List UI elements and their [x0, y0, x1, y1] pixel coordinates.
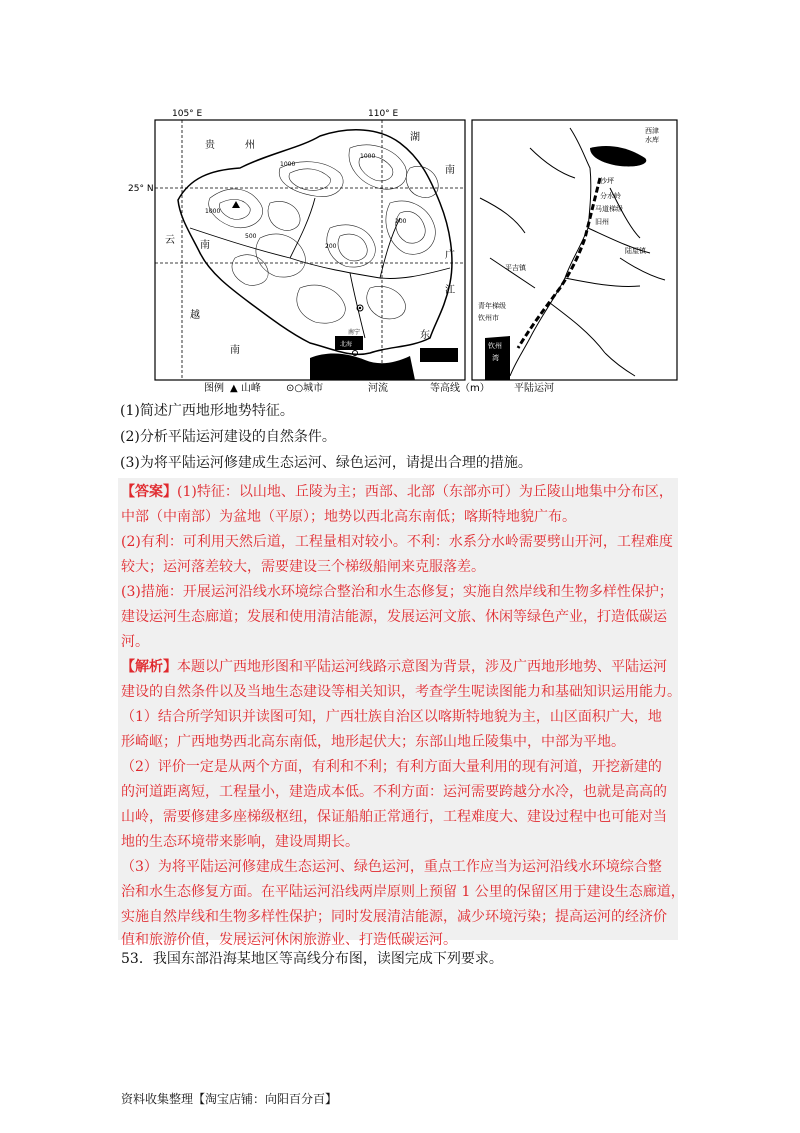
svg-text:西津: 西津: [645, 127, 659, 135]
lon-105-label: 105° E: [172, 109, 203, 119]
map-legend: [204, 376, 624, 396]
analysis-line-10: 治和水生态修复方面。在平陆运河沿线两岸原则上预留 1 公里的保留区用于建设生态廊道，: [121, 884, 685, 900]
analysis-line-4: 形崎岖；广西地势西北高东南低，地形起伏大；东部山地丘陵集中，中部为平地。: [121, 734, 625, 750]
analysis-line-9: （3）为将平陆运河修建成生态运河、绿色运河，重点工作应当为运河沿线水环境综合整: [121, 859, 662, 875]
svg-text:1000: 1000: [280, 161, 296, 168]
region-dong: 东: [420, 330, 430, 341]
analysis-line-8: 地的生态环境带来影响，建设周期长。: [121, 834, 359, 850]
analysis-line-2: 建设的自然条件以及当地生态建设等相关知识，考查学生呢读图能力和基础知识运用能力。: [121, 684, 681, 700]
svg-text:平吉镇: 平吉镇: [505, 264, 526, 272]
analysis-line-3: （1）结合所学知识并读图可知，广西壮族自治区以喀斯特地貌为主，山区面积广大，地: [121, 709, 662, 725]
answer-tag: 【答案】: [121, 484, 177, 500]
analysis-tag: 【解析】: [121, 659, 177, 675]
svg-text:500: 500: [245, 233, 257, 240]
answer-line-6: 建设运河生态廊道；发展和使用清洁能源，发展运河文旅、休闲等绿色产业，打造低碳运: [121, 609, 667, 625]
question-2: (2)分析平陆运河建设的自然条件。: [120, 429, 336, 445]
answer-line-1: 【答案】(1)特征：以山地、丘陵为主；西部、北部（东部亦可）为丘陵山地集中分布区，: [121, 484, 673, 500]
svg-text:马道梯级: 马道梯级: [595, 205, 623, 213]
svg-text:湾: 湾: [492, 354, 499, 362]
question-3: (3)为将平陆运河修建成生态运河、绿色运河，请提出合理的措施。: [120, 455, 532, 471]
question-1: (1)简述广西地形地势特征。: [120, 403, 294, 419]
analysis-line-1: 【解析】本题以广西地形图和平陆运河线路示意图为背景，涉及广西地形地势、平陆运河: [121, 659, 667, 675]
map-svg: [128, 108, 680, 398]
lat-25-label: 25° N: [128, 184, 154, 194]
legend-canal: 平陆运河: [514, 383, 554, 394]
legend-river: 河流: [368, 383, 388, 394]
legend-peak: ▲ 山峰: [230, 383, 261, 394]
region-gui: 贵: [205, 140, 215, 151]
svg-text:200: 200: [395, 218, 407, 225]
svg-text:分水岭: 分水岭: [600, 192, 621, 200]
region-yun: 云: [165, 235, 175, 246]
region-nan-vietnam: 南: [230, 345, 240, 356]
svg-text:钦州市: 钦州市: [478, 314, 499, 322]
region-guang: 广: [445, 250, 455, 261]
lon-110-label: 110° E: [368, 109, 399, 119]
svg-text:旧州: 旧州: [595, 218, 609, 226]
footer-source: 资料收集整理【淘宝店铺：向阳百分百】: [121, 1092, 338, 1106]
question-53: 53．我国东部沿海某地区等高线分布图，读图完成下列要求。: [121, 951, 503, 967]
label-nanning: 南宁: [348, 329, 361, 336]
analysis-line-7: 山岭，需要修建多座梯级枢纽，保证船舶正常通行，工程难度大、建设过程中也可能对当: [121, 809, 667, 825]
svg-text:沙坪: 沙坪: [600, 177, 614, 185]
svg-text:水库: 水库: [645, 136, 659, 144]
svg-text:青年梯级: 青年梯级: [478, 302, 506, 310]
legend-title: 图例: [204, 383, 224, 394]
region-nan-yunnan: 南: [200, 240, 210, 251]
svg-text:1000: 1000: [360, 153, 376, 160]
map-figure: [128, 108, 680, 398]
analysis-line-5: （2）评价一定是从两个方面，有利和不利；有利方面大量利用的现有河道，开挖新建的: [121, 759, 662, 775]
analysis-line-11: 实施自然岸线和生物多样性保护；同时发展清洁能源，减少环境污染；提高运河的经济价: [121, 909, 667, 925]
answer-line-3: (2)有利：可利用天然后道，工程量相对较小。不利：水系分水岭需要劈山开河，工程难度: [121, 534, 673, 550]
analysis-line-6: 的河道距离短，工程量小，建造成本低。不利方面：运河需要跨越分水冷，也就是高高的: [121, 784, 667, 800]
legend-contour: 等高线（m）: [430, 383, 490, 394]
qinzhou-box-left: [420, 348, 458, 362]
region-jiang: 江: [445, 285, 455, 296]
region-hu: 湖: [410, 132, 420, 143]
svg-text:陆屋镇: 陆屋镇: [625, 247, 646, 255]
answer-line-5: (3)措施：开展运河沿线水环境综合整治和水生态修复；实施自然岸线和生物多样性保护；: [121, 584, 673, 600]
svg-text:200: 200: [325, 243, 337, 250]
svg-text:钦州: 钦州: [488, 342, 502, 350]
label-beihai: 北海: [340, 341, 353, 348]
region-yue: 越: [190, 310, 200, 321]
region-zhou: 州: [245, 140, 255, 151]
answer-line-7: 河。: [121, 634, 149, 650]
legend-city: ⊙○城市: [286, 383, 324, 394]
analysis-line-12: 值和旅游价值，发展运河休闲旅游业、打造低碳运河。: [121, 932, 457, 948]
region-nan-hunan: 南: [445, 165, 455, 176]
svg-text:1000: 1000: [205, 208, 221, 215]
answer-line-4: 较大；运河落差较大，需要建设三个梯级船闸来克服落差。: [121, 559, 485, 575]
answer-line-2: 中部（中南部）为盆地（平原）；地势以西北高东南低；喀斯特地貌广布。: [121, 509, 576, 525]
